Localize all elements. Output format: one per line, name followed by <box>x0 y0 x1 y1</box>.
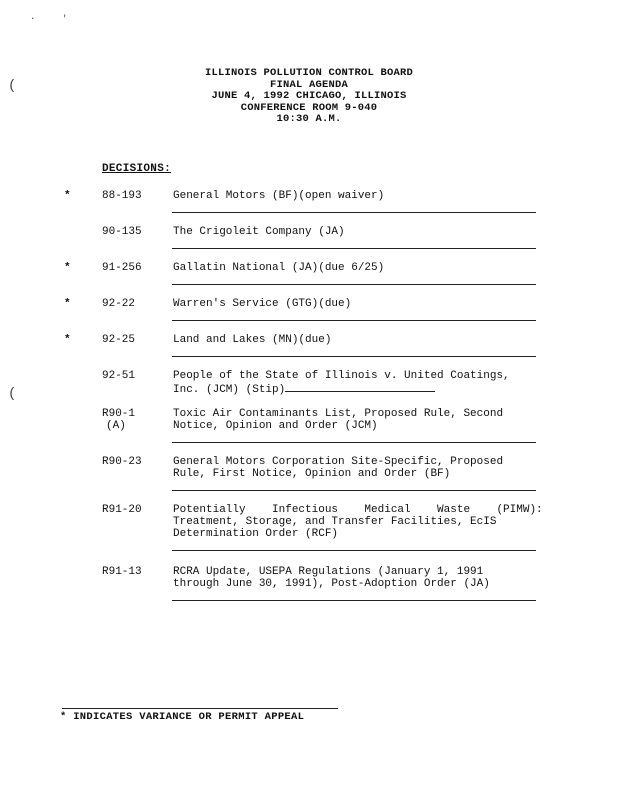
signature-rule <box>172 490 536 491</box>
scan-speck: ( <box>8 78 17 94</box>
header-room: CONFERENCE ROOM 9-040 <box>240 101 378 114</box>
signature-rule <box>172 284 536 285</box>
docket-number: 92-22 <box>102 298 136 310</box>
docket-number: 92-25 <box>102 334 136 346</box>
docket-subpart: (A) <box>106 420 126 432</box>
docket-number: R90-23 <box>102 456 142 468</box>
item-description-line: RCRA Update, USEPA Regulations (January 1, 1991 <box>173 566 484 578</box>
docket-number: R91-20 <box>102 504 142 516</box>
scan-speck: ' <box>62 14 68 24</box>
header-time: 10:30 A.M. <box>276 113 342 125</box>
item-description-line: Inc. (JCM) (Stip) <box>173 384 286 396</box>
docket-number: R90-1 <box>102 408 136 420</box>
header-agenda-type: FINAL AGENDA <box>269 78 348 91</box>
header-board-name: ILLINOIS POLLUTION CONTROL BOARD <box>204 67 414 79</box>
docket-number: 92-51 <box>102 370 136 382</box>
item-description: The Crigoleit Company (JA) <box>173 226 345 238</box>
agenda-header <box>0 68 618 126</box>
item-description: General Motors (BF)(open waiver) <box>173 190 385 202</box>
signature-rule <box>172 356 536 357</box>
variance-marker: * <box>64 190 71 202</box>
variance-marker: * <box>64 262 71 274</box>
footer-rule <box>62 708 338 709</box>
item-description-line: Treatment, Storage, and Transfer Facilities, EcIS <box>173 516 497 528</box>
docket-number: 88-193 <box>102 190 142 202</box>
scan-speck: ( <box>8 386 17 402</box>
section-title-decisions: DECISIONS: <box>102 163 172 175</box>
signature-rule <box>172 212 536 213</box>
item-description-line: General Motors Corporation Site-Specific, Proposed <box>173 456 504 468</box>
item-description-line: Rule, First Notice, Opinion and Order (BF) <box>173 468 451 480</box>
item-description-line: Toxic Air Contaminants List, Proposed Rule, Second <box>173 408 504 420</box>
item-description: Gallatin National (JA)(due 6/25) <box>173 262 385 274</box>
item-description: Warren's Service (GTG)(due) <box>173 298 352 310</box>
signature-rule <box>172 248 536 249</box>
variance-marker: * <box>64 334 71 346</box>
item-description-line: Potentially Infectious Medical Waste (PIMW): <box>173 504 543 516</box>
item-description-line: Determination Order (RCF) <box>173 528 339 540</box>
docket-number: 91-256 <box>102 262 142 274</box>
item-description-line: through June 30, 1991), Post-Adoption Order (JA) <box>173 578 490 590</box>
signature-rule <box>172 320 536 321</box>
docket-number: 90-135 <box>102 226 142 238</box>
variance-marker: * <box>64 298 71 310</box>
signature-rule <box>172 550 536 551</box>
signature-rule <box>172 442 536 443</box>
item-description-line: People of the State of Illinois v. United Coatings, <box>173 370 510 382</box>
scan-speck: · <box>30 14 36 24</box>
item-description: Land and Lakes (MN)(due) <box>173 334 332 346</box>
item-description-line: Notice, Opinion and Order (JCM) <box>173 420 378 432</box>
signature-rule <box>285 382 435 392</box>
docket-number: R91-13 <box>102 566 142 578</box>
footnote-variance-legend: * INDICATES VARIANCE OR PERMIT APPEAL <box>60 711 305 723</box>
header-date-location: JUNE 4, 1992 CHICAGO, ILLINOIS <box>211 90 407 102</box>
signature-rule <box>172 600 536 601</box>
